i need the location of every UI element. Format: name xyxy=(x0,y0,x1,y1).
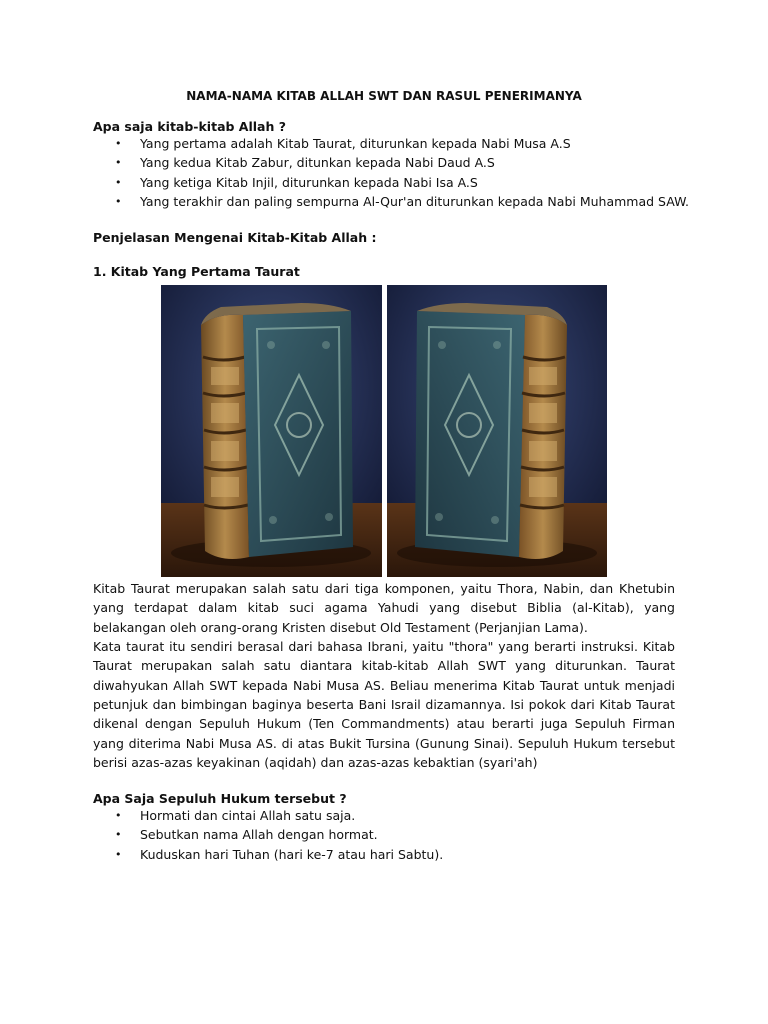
taurat-book-image-right xyxy=(387,285,607,577)
explanation-heading: Penjelasan Mengenai Kitab-Kitab Allah : xyxy=(93,230,377,246)
bullet-icon: • xyxy=(115,847,122,861)
bullet-icon: • xyxy=(115,137,122,150)
list-item-text: Sebutkan nama Allah dengan hormat. xyxy=(140,827,378,843)
bullet-icon: • xyxy=(115,156,122,170)
question-heading-books: Apa saja kitab-kitab Allah ? xyxy=(93,119,286,134)
books-list xyxy=(93,134,689,211)
list-item xyxy=(93,153,675,172)
section-heading-taurat: 1. Kitab Yang Pertama Taurat xyxy=(93,264,300,280)
list-item-text: Yang kedua Kitab Zabur, ditunkan kepada Nabi Daud A.S xyxy=(140,155,495,171)
taurat-book-image-left xyxy=(161,285,382,577)
paragraph-taurat-meaning: Kata taurat itu sendiri berasal dari bahasa Ibrani, yaitu "thora" yang berarti instruksi. Kitab Taurat merupakan salah satu diantara kitab-kitab Allah SWT yang diturunkan. Taurat diwahyukan Allah SWT kepada Nabi Musa AS. Beliau menerima Kitab Taurat untuk menjadi petunjuk dan bimbingan baginya beserta Bani Israil dizamannya. Isi pokok dari Kitab Taurat dikenal dengan Sepuluh Hukum (Ten Commandments) atau berarti juga Sepuluh Firman yang diterima Nabi Musa AS. di atas Bukit Tursina (Gunung Sinai). Sepuluh Hukum tersebut berisi azas-azas keyakinan (aqidah) dan azas-azas kebaktian (syari'ah) xyxy=(93,639,675,770)
bullet-icon: • xyxy=(115,194,122,208)
document-page xyxy=(93,80,689,864)
bullet-icon: • xyxy=(115,828,122,842)
book-images xyxy=(93,285,675,579)
list-item xyxy=(93,806,675,825)
paragraph-taurat-intro: Kitab Taurat merupakan salah satu dari tiga komponen, yaitu Thora, Nabin, dan Khetubin yang terdapat dalam kitab suci agama Yahudi yang disebut Biblia (al-Kitab), yang belakangan oleh orang-orang Kristen disebut Old Testament (Perjanjian Lama). xyxy=(93,581,675,635)
document-title: NAMA-NAMA KITAB ALLAH SWT DAN RASUL PENERIMANYA xyxy=(186,89,582,103)
bullet-icon: • xyxy=(115,175,122,189)
list-item-text: Kuduskan hari Tuhan (hari ke-7 atau hari Sabtu). xyxy=(140,846,444,862)
list-item xyxy=(93,134,675,153)
list-item xyxy=(93,845,675,864)
commandments-list xyxy=(93,806,675,864)
question-heading-commandments: Apa Saja Sepuluh Hukum tersebut ? xyxy=(93,791,347,807)
list-item-text: Yang terakhir dan paling sempurna Al-Qur'an diturunkan kepada Nabi Muhammad SAW. xyxy=(140,193,689,209)
list-item-text: Hormati dan cintai Allah satu saja. xyxy=(140,808,356,824)
bullet-icon: • xyxy=(115,809,122,823)
list-item xyxy=(93,825,675,844)
list-item xyxy=(93,173,675,192)
list-item-text: Yang ketiga Kitab Injil, diturunkan kepada Nabi Isa A.S xyxy=(140,174,478,190)
list-item xyxy=(93,192,689,211)
list-item-text: Yang pertama adalah Kitab Taurat, diturunkan kepada Nabi Musa A.S xyxy=(140,136,571,151)
